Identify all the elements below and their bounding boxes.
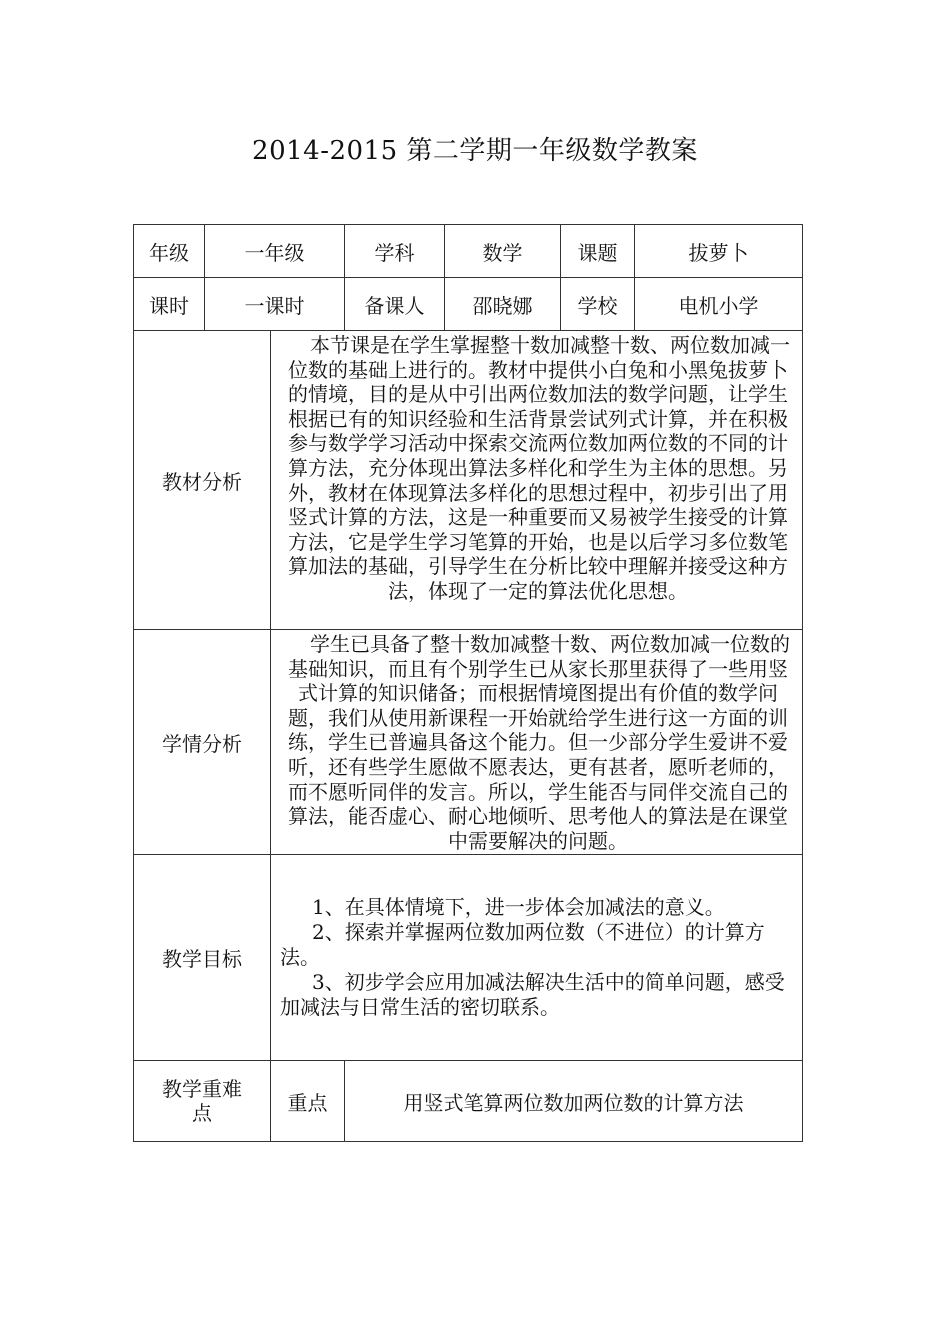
objective-item: 2、探索并掌握两位数加两位数（不进位）的计算方法。 bbox=[280, 920, 765, 969]
objectives-row bbox=[134, 855, 803, 1061]
page-title: 2014-2015 第二学期一年级数学教案 bbox=[252, 136, 698, 166]
teacher-value: 邵晓娜 bbox=[445, 278, 561, 331]
period-label: 课时 bbox=[134, 278, 205, 331]
teacher-label: 备课人 bbox=[345, 278, 445, 331]
material-analysis-row bbox=[134, 331, 803, 630]
topic-value: 拔萝卜 bbox=[688, 240, 749, 265]
subject-label: 学科 bbox=[345, 225, 445, 278]
objectives-label: 教学目标 bbox=[134, 855, 271, 1061]
school-label: 学校 bbox=[561, 278, 635, 330]
lesson-plan-table bbox=[133, 224, 803, 1142]
objectives-list bbox=[271, 855, 803, 1061]
key-points-label bbox=[134, 1061, 271, 1142]
school-cell bbox=[561, 278, 803, 331]
key-points-label-text: 教学重难点 bbox=[162, 1077, 242, 1125]
header-row-2 bbox=[134, 278, 803, 331]
grade-label: 年级 bbox=[134, 225, 205, 278]
topic-label: 课题 bbox=[561, 225, 635, 277]
objective-item: 1、在具体情境下，进一步体会加减法的意义。 bbox=[312, 895, 725, 919]
objective-item: 3、初步学会应用加减法解决生活中的简单问题，感受加减法与日常生活的密切联系。 bbox=[280, 970, 785, 1019]
subject-value: 数学 bbox=[445, 225, 561, 278]
period-value: 一课时 bbox=[205, 278, 345, 331]
student-analysis-row bbox=[134, 630, 803, 855]
material-analysis-label: 教材分析 bbox=[134, 331, 271, 630]
material-analysis-text: 本节课是在学生掌握整十数加减整十数、两位数加减一位数的基础上进行的。教材中提供小白兔和小黑兔拔萝卜的情境，目的是从中引出两位数加法的数学问题，让学生根据已有的知识经验和生活背景尝试列式计算，并在积极参与数学学习活动中探索交流两位数加两位数的不同的计算方法，充分体现出算法多样化和学生为主体的思想。另外，教材在体现算法多样化的思想过程中，初步引出了用竖式计算的方法，这是一种重要而又易被学生接受的计算方法，它是学生学习笔算的开始，也是以后学习多位数笔算加法的基础，引导学生在分析比较中理解并接受这种方法，体现了一定的算法优化思想。 bbox=[271, 331, 803, 630]
grade-value: 一年级 bbox=[205, 225, 345, 278]
key-points-row bbox=[134, 1061, 803, 1142]
header-row-1 bbox=[134, 225, 803, 278]
school-value: 电机小学 bbox=[678, 293, 759, 318]
student-analysis-text: 学生已具备了整十数加减整十数、两位数加减一位数的基础知识，而且有个别学生已从家长那里获得了一些用竖式计算的知识储备；而根据情境图提出有价值的数学问题，我们从使用新课程一开始就给学生进行这一方面的训练，学生已普遍具备这个能力。但一少部分学生爱讲不爱听，还有些学生愿做不愿表达，更有甚者，愿听老师的，而不愿听同伴的发言。所以，学生能否与同伴交流自己的算法，能否虚心、耐心地倾听、思考他人的算法是在课堂中需要解决的问题。 bbox=[271, 630, 803, 855]
student-analysis-label: 学情分析 bbox=[134, 630, 271, 855]
focus-label: 重点 bbox=[271, 1061, 345, 1142]
topic-cell bbox=[561, 225, 803, 278]
focus-text: 用竖式笔算两位数加两位数的计算方法 bbox=[345, 1061, 803, 1142]
